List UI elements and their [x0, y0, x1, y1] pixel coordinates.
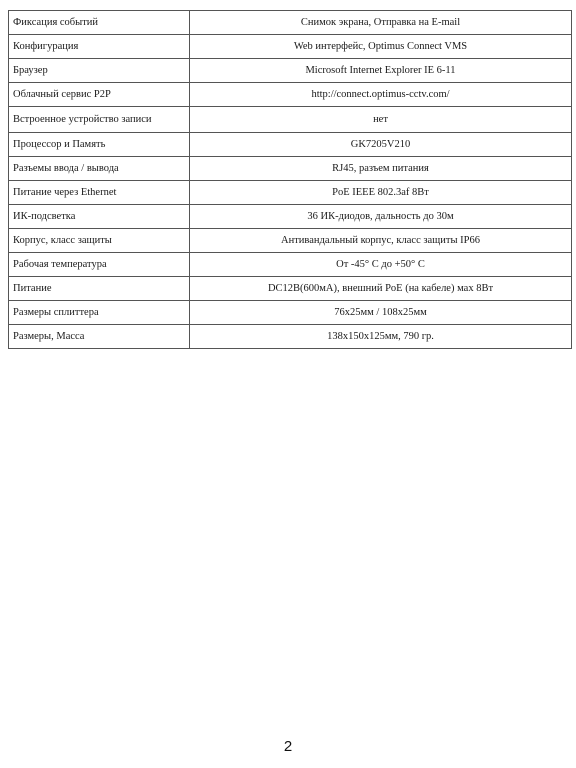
spec-label: Размеры, Масса — [9, 325, 190, 349]
spec-label: ИК-подсветка — [9, 205, 190, 229]
table-row — [9, 181, 572, 205]
spec-value: GK7205V210 — [190, 133, 572, 157]
page-number: 2 — [283, 738, 293, 755]
spec-value: Microsoft Internet Explorer IE 6-11 — [190, 59, 572, 83]
spec-value: 138х150х125мм, 790 гр. — [190, 325, 572, 349]
spec-value: DC12В(600мА), внешний PoE (на кабеле) мах 8Вт — [190, 277, 572, 301]
table-row — [9, 277, 572, 301]
table-row — [9, 59, 572, 83]
table-row — [9, 35, 572, 59]
spec-label: Встроенное устройство записи — [9, 107, 190, 133]
spec-label: Браузер — [9, 59, 190, 83]
table-row — [9, 301, 572, 325]
table-row — [9, 229, 572, 253]
spec-value: Web интерфейс, Optimus Connect VMS — [190, 35, 572, 59]
spec-label: Фиксация событий — [9, 11, 190, 35]
table-row — [9, 157, 572, 181]
spec-label: Процессор и Память — [9, 133, 190, 157]
table-row — [9, 133, 572, 157]
spec-label: Питание через Ethernet — [9, 181, 190, 205]
table-row — [9, 325, 572, 349]
table-row — [9, 83, 572, 107]
spec-value: PoE IEEE 802.3af 8Вт — [190, 181, 572, 205]
spec-label: Размеры сплиттера — [9, 301, 190, 325]
spec-value: Антивандальный корпус, класс защиты IP66 — [190, 229, 572, 253]
spec-label: Конфигурация — [9, 35, 190, 59]
specifications-table — [8, 10, 572, 349]
spec-value: нет — [190, 107, 572, 133]
spec-value: RJ45, разъем питания — [190, 157, 572, 181]
table-row — [9, 107, 572, 133]
spec-label: Разъемы ввода / вывода — [9, 157, 190, 181]
table-row — [9, 253, 572, 277]
table-row — [9, 205, 572, 229]
spec-label: Корпус, класс защиты — [9, 229, 190, 253]
spec-label: Облачный сервис P2P — [9, 83, 190, 107]
spec-value: От -45° С до +50° С — [190, 253, 572, 277]
spec-value: 76х25мм / 108х25мм — [190, 301, 572, 325]
spec-value: Снимок экрана, Отправка на E-mail — [190, 11, 572, 35]
spec-value: http://connect.optimus-cctv.com/ — [190, 83, 572, 107]
spec-value: 36 ИК-диодов, дальность до 30м — [190, 205, 572, 229]
spec-label: Питание — [9, 277, 190, 301]
table-row — [9, 11, 572, 35]
spec-label: Рабочая температура — [9, 253, 190, 277]
